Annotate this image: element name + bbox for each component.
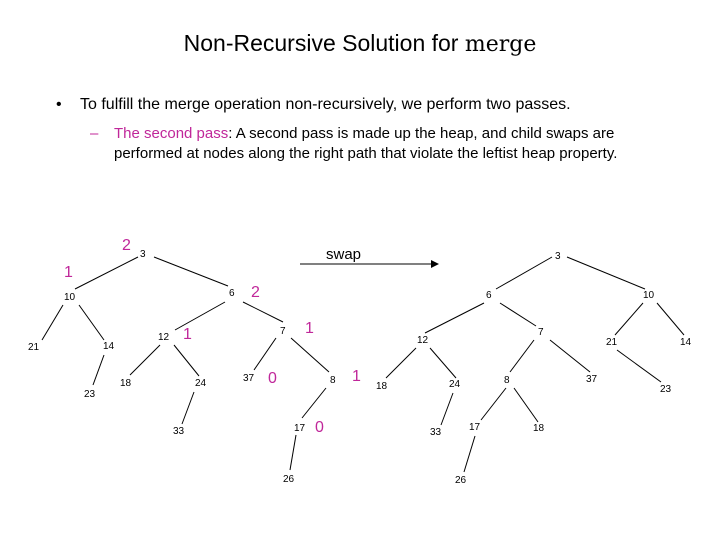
- npl-label: 2: [251, 284, 260, 301]
- left-node-17: 17: [294, 423, 306, 434]
- left-node-37: 37: [243, 373, 255, 384]
- edge: [174, 345, 199, 376]
- left-node-7: 7: [280, 326, 286, 337]
- left-tree-npl-labels: [64, 237, 361, 436]
- edge: [93, 355, 104, 385]
- edge: [425, 303, 484, 333]
- right-node-18b: 18: [533, 423, 545, 434]
- edge: [567, 257, 645, 289]
- edge: [130, 345, 160, 375]
- edge: [617, 350, 661, 382]
- right-node-18: 18: [376, 381, 388, 392]
- left-tree-nodes: [28, 249, 336, 485]
- edge: [42, 305, 63, 340]
- edge: [254, 338, 276, 370]
- left-node-18: 18: [120, 378, 132, 389]
- left-node-14: 14: [103, 341, 115, 352]
- right-node-24: 24: [449, 379, 461, 390]
- right-tree-nodes: [376, 251, 692, 486]
- edge: [154, 257, 228, 286]
- right-node-14: 14: [680, 337, 692, 348]
- right-node-37: 37: [586, 374, 598, 385]
- right-node-12: 12: [417, 335, 429, 346]
- right-node-26: 26: [455, 475, 467, 486]
- edge: [302, 388, 326, 418]
- npl-label: 0: [315, 419, 324, 436]
- left-node-6: 6: [229, 288, 235, 299]
- right-node-33: 33: [430, 427, 442, 438]
- left-node-21: 21: [28, 342, 40, 353]
- bullet-text: To fulfill the merge operation non-recursively, we perform two passes.: [80, 96, 571, 113]
- npl-label: 1: [183, 326, 192, 343]
- edge: [386, 348, 416, 378]
- sub-bullet-highlight: The second pass: [114, 125, 229, 142]
- npl-label: 1: [305, 320, 314, 337]
- left-node-8: 8: [330, 375, 336, 386]
- left-tree-edges: [42, 257, 329, 470]
- title-code: merge: [464, 32, 537, 57]
- edge: [500, 303, 536, 326]
- edge: [657, 303, 684, 335]
- edge: [182, 392, 194, 424]
- npl-label: 2: [122, 237, 131, 254]
- edge: [464, 436, 475, 472]
- edge: [243, 302, 283, 322]
- right-node-21: 21: [606, 337, 618, 348]
- edge: [514, 388, 538, 422]
- swap-label: swap: [326, 246, 362, 263]
- npl-label: 0: [268, 370, 277, 387]
- right-node-7: 7: [538, 327, 544, 338]
- edge: [615, 303, 643, 335]
- sub-bullet-text: : A second pass is made up the heap, and child swaps are performed at nodes along the right path that violate the leftist heap property.: [114, 125, 618, 162]
- edge: [75, 257, 138, 289]
- edge: [510, 340, 534, 372]
- bullet-dot: •: [56, 96, 62, 113]
- right-node-17: 17: [469, 422, 481, 433]
- left-node-24: 24: [195, 378, 207, 389]
- left-node-10: 10: [64, 292, 76, 303]
- npl-label: 1: [352, 368, 361, 385]
- right-node-23: 23: [660, 384, 672, 395]
- left-node-12: 12: [158, 332, 170, 343]
- edge: [430, 348, 456, 378]
- edge: [79, 305, 104, 340]
- title-text: Non-Recursive Solution for: [183, 30, 465, 56]
- sub-bullet-dash: –: [90, 125, 99, 142]
- left-node-26: 26: [283, 474, 295, 485]
- npl-label: 1: [64, 264, 73, 281]
- edge: [290, 435, 296, 470]
- edge: [496, 257, 552, 289]
- right-node-6: 6: [486, 290, 492, 301]
- left-node-3: 3: [140, 249, 146, 260]
- right-node-10: 10: [643, 290, 655, 301]
- edge: [550, 340, 590, 372]
- edge: [441, 393, 453, 425]
- right-tree-edges: [386, 257, 684, 472]
- left-node-33: 33: [173, 426, 185, 437]
- left-node-23: 23: [84, 389, 96, 400]
- right-node-3: 3: [555, 251, 561, 262]
- right-node-8: 8: [504, 375, 510, 386]
- edge: [291, 338, 329, 372]
- edge: [481, 388, 506, 420]
